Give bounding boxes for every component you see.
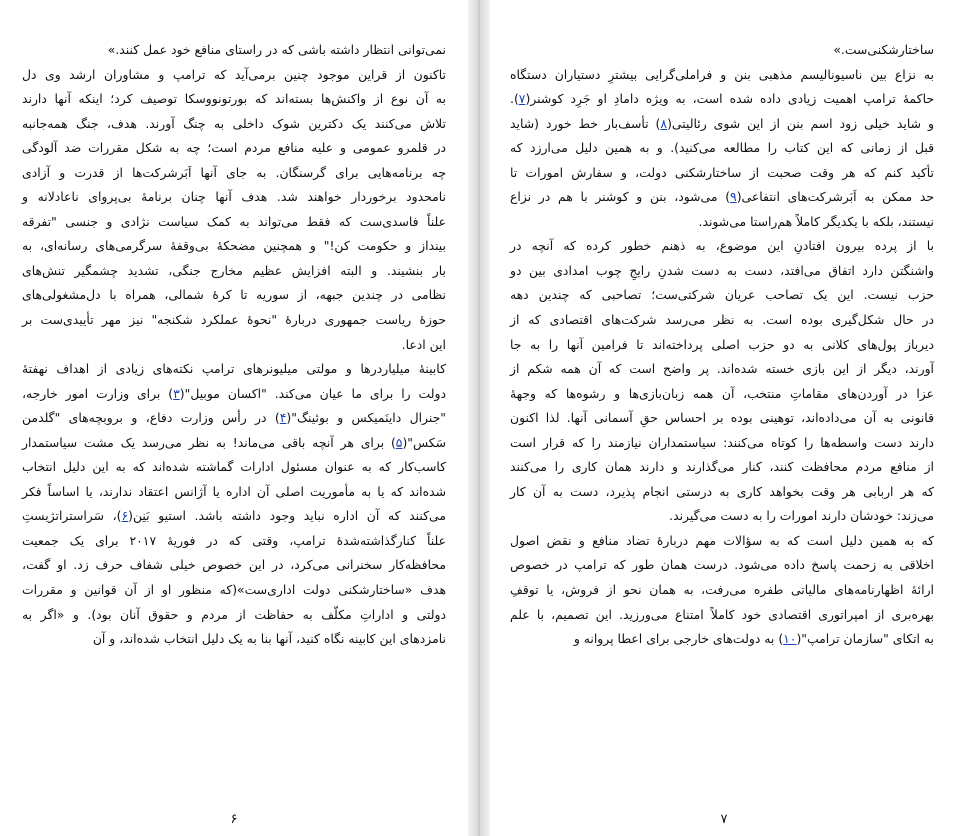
page-left	[0, 0, 468, 836]
text-line: از منافع مردم محافظت کنند، کنار می‌گذارند و دارند همان کاری را می‌کنند	[510, 459, 934, 475]
page-number-right: ۷	[720, 812, 728, 827]
text-line: می‌زند: خودشان دارند امورات را به دست می‌گیرند.	[669, 508, 934, 524]
footnote-ref-link[interactable]: ۴	[279, 410, 287, 426]
text-line: تأکید کنم که هر وقت صحبت از ساختارشکنی دولت، و سفارش امورات تا	[510, 164, 934, 180]
text-line: بینداز و حکومت کن!" و همچنین مضحکهٔ بی‌وقفهٔ سرگرمی‌های رسانه‌ای، به	[22, 238, 446, 254]
text-line: قبل از زمانی که این کتاب را مطالعه می‌کنید). و به همین دلیل می‌ارزد که	[510, 140, 934, 156]
text-line: می‌کنند که آن اداره نباید وجود داشته باشد. استیو بَنِن(۶)، سَراستراتژیستِ	[22, 508, 446, 524]
text-line: دولت را برای ما عیان می‌کند. "اکسان موبیل"(۳) برای وزارت امور خارجه،	[22, 385, 446, 401]
page-right	[490, 0, 958, 836]
text-line: واشنگتن دارد اتفاق می‌افتد، دست به دست شدنِ رایجِ چوب امدادی بین دو	[510, 262, 934, 278]
text-line: دولتی و اداراتِ مکلّف به حفاظت از مردم و حقوق آنان بود). و «اگر به	[22, 606, 446, 622]
page-number-left: ۶	[230, 812, 238, 827]
text-line: حد ممکن به اَبَرشرکت‌های انتفاعی(۹) می‌شود، بنن و کوشنر با هم در نزاع	[510, 189, 934, 205]
text-line: ارائهٔ اظهارنامه‌های مالیاتی طفره می‌رفت، به همان نحو از فروش، یا توقفِ	[510, 582, 934, 598]
text-line: در حال شکل‌گیری بوده است. به نظر می‌رسد شرکت‌های اقتصادی که از	[510, 312, 934, 328]
right-page-text	[510, 38, 934, 652]
text-line: و شاید خیلی زود اسم بنن از این شوی رئالیتی(۸) تأسف‌بار خط خورد (شاید	[510, 115, 935, 131]
footnote-ref-link[interactable]: ۳	[173, 385, 180, 401]
left-page-text	[22, 38, 446, 652]
text-line: ساختارشکنی‌ست.»	[833, 42, 934, 57]
text-line: تلاش می‌کنند یک دکترین شوک داخلی به چنگ آورند. هدف، جنگ همه‌جانبه	[22, 115, 446, 131]
text-line: که هر اربابی هر وقت بخواهد کاری به درستی انجام پذیرد، دست به آن کار	[510, 483, 934, 499]
text-line: هدف «ساختارشکنی دولت اداری‌ست»(که منظور او از آن قوانین و مقررات	[22, 582, 446, 598]
text-line: در قلمرو عمومی و علیه منافع مردم است؛ چه به شکل مقررات ضد آلودگی	[22, 140, 446, 156]
text-line: بهره‌بری از امپراتوری اقتصادی خود کاملاً امتناع می‌ورزید. این تصمیم، با علم	[510, 606, 934, 622]
text-line: این ادعا.	[401, 336, 446, 352]
text-line: دیرباز پول‌های کلانی به دو حزب اصلی پرداخته‌اند تا فرامین آنها را به جا	[510, 336, 934, 352]
text-line: به نزاع بین ناسیونالیسم مذهبی بنن و فراملی‌گرایی بیشترِ دستیاران دستگاه	[510, 66, 934, 82]
text-line: سَکس"(۵) برای هر آنچه باقی می‌ماند! به نظر می‌رسد یک مشت سیاستمدار	[22, 434, 446, 450]
footnote-ref-link[interactable]: ۸	[660, 115, 668, 131]
book-gutter	[468, 0, 490, 836]
text-line: چه برنامه‌هایی برای گرسنگان. به جای آنها اَبَرشرکت‌ها از قدرت و آزادی	[22, 164, 446, 180]
text-line: اخلاقی به زحمت پاسخ داده می‌شود. درست همان طور که ترامپ در خصوص	[510, 557, 934, 573]
text-line: دارند دست واسطه‌ها را کوتاه می‌کنند: سیاستمداران نیازمند را که قرار است	[510, 434, 934, 450]
text-line: حوزهٔ ریاست جمهوری دربارهٔ "نحوهٔ عملکرد شکنجه" نیز مهر تأییدی‌ست بر	[22, 312, 446, 328]
text-line: تاکنون از قراین موجود چنین برمی‌آید که ترامپ و مشاوران ارشد وی دل	[22, 66, 446, 82]
text-line: که به همین دلیل است که به سؤالات مهم دربارهٔ تضاد منافع و نقض اصول	[510, 532, 934, 548]
text-line: کابینهٔ میلیاردرها و مولتی میلیونرهای ترامپ نکته‌های زیادی از اهداف نهفتهٔ	[22, 361, 446, 377]
text-line: علناً فاسدی‌ست که فقط می‌تواند به کمک سیاست نژادی و جنسی "تفرقه	[22, 213, 446, 229]
text-line: نامزدهای این کابینه نگاه کنید، آنها بنا به یک دلیل انتخاب شده‌اند، و آن	[92, 631, 446, 647]
text-line: عزا در آوردن‌های مقاماتِ منتخب، آن همه زبان‌بازی‌ها و رشوه‌ها که وجههٔ	[510, 385, 934, 401]
text-line: نامحدود برخوردار خواهند شد. هدف آنها چنان برنامهٔ بی‌پروای ناعادلانه و	[22, 189, 446, 205]
text-line: محافظه‌کار سخنرانی می‌کرد، در این خصوص خیلی شفاف حرف زد. او گفت،	[22, 557, 446, 573]
text-line: "جنرال داینَمیکس و بوئینگ"(۴) در رأس وزارت دفاع، و بروبچه‌های "گلدمن	[22, 410, 446, 426]
text-line: نظامی در چندین جبهه، از سوریه تا کرهٔ شمالی، همراه با دل‌مشغولی‌های	[22, 287, 446, 303]
text-line: کاسب‌کار که به عنوان مسئول ادارات گماشته شده‌اند که به این دلیل انتخاب	[22, 459, 446, 475]
footnote-ref-link[interactable]: ۱۰	[783, 631, 797, 647]
text-line: علناً کنارگذاشته‌شدهٔ ترامپ، وقتی که در فوریهٔ ۲۰۱۷ برای یک جمعیت	[22, 532, 446, 548]
text-line: بار بنشیند. و البته افزایش عظیم مخارج جنگی، تشدید چشمگیر تنش‌های	[22, 262, 446, 278]
footnote-ref-link[interactable]: ۹	[730, 189, 737, 205]
footnote-ref-link[interactable]: ۷	[518, 91, 526, 107]
text-line: قانونی به آن می‌داده‌اند، توهینی بوده بر احساس حقِ آسمانی آنها. لذا اکنون	[510, 410, 934, 426]
text-line: با از پرده بیرون افتادنِ این موضوع، به ذهنم خطور کرده که آنچه در	[510, 238, 934, 254]
text-line: نمی‌توانی انتظار داشته باشی که در راستای منافع خود عمل کنند.»	[107, 42, 446, 57]
footnote-ref-link[interactable]: ۵	[395, 434, 403, 450]
text-line: به آن نوع از واکنش‌ها بسته‌اند که بورتونووسکا توصیف کرد؛ اینکه آنها دارند	[22, 91, 446, 107]
text-line: حاکمهٔ ترامپ اهمیت زیادی داده شده است، به ویژه دامادِ او جَرِد کوشنر(۷).	[510, 91, 934, 107]
footnote-ref-link[interactable]: ۶	[121, 508, 129, 524]
text-line: حزب نیست. این یک تصاحب عریان شرکتی‌ست؛ تصاحبی که چندین دهه	[510, 287, 934, 303]
text-line: به اتکای "سازمان ترامپ"(۱۰) به دولت‌های خارجی برای اعطا پروانه و	[573, 631, 934, 647]
text-line: شده‌اند که یا به مأموریت اصلی آن اداره یا آژانس اعتقاد ندارند، یا اساساً فکر	[22, 483, 446, 499]
text-line: آورند، دیگر از این بازی خسته شده‌اند. پر واضح است که آن همه شکم از	[510, 361, 934, 377]
text-line: نیستند، بلکه با یکدیگر کاملاً هم‌راستا می‌شوند.	[698, 213, 934, 229]
